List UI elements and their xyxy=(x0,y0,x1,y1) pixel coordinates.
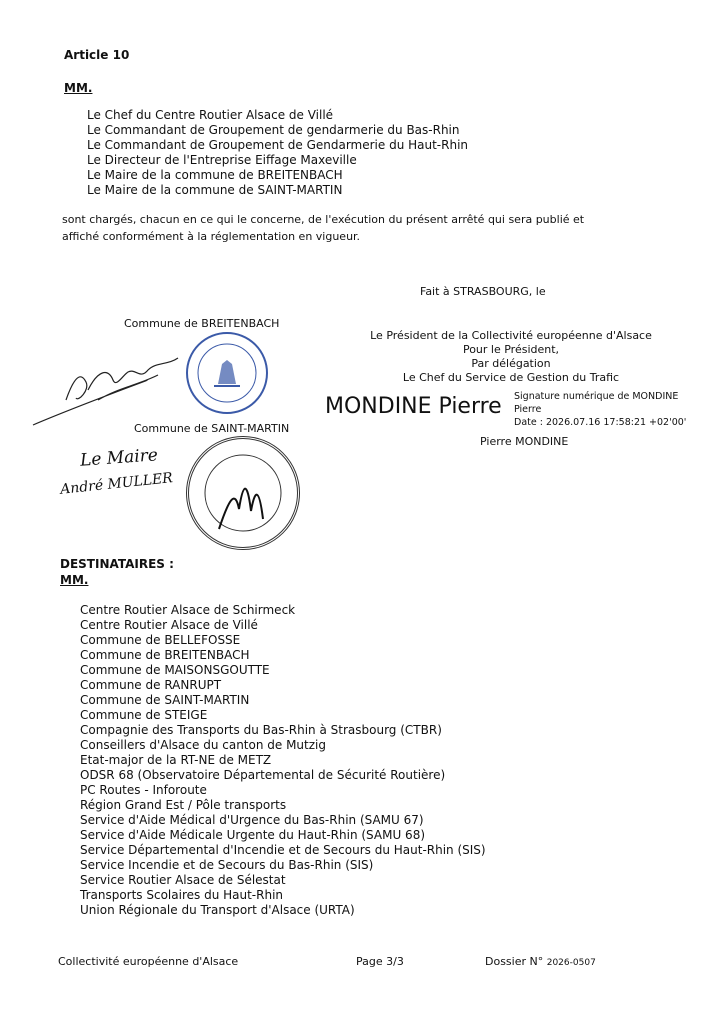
destinataires-list xyxy=(80,603,486,918)
execution-paragraph xyxy=(62,211,584,245)
charged-item: Le Maire de la commune de BREITENBACH xyxy=(87,168,343,182)
destinataire-item: Service Départemental d'Incendie et de Secours du Haut-Rhin (SIS) xyxy=(80,843,486,857)
footer-dossier-number: 2026-0507 xyxy=(546,958,596,968)
article-title: Article 10 xyxy=(64,48,130,62)
article-salutation: MM. xyxy=(64,81,93,95)
destinataire-item: Service d'Aide Médicale Urgente du Haut-Rhin (SAMU 68) xyxy=(80,828,426,842)
digital-signature-line: Pierre xyxy=(514,404,542,415)
charged-item: Le Maire de la commune de SAINT-MARTIN xyxy=(87,183,343,197)
saint-martin-stamp xyxy=(186,436,300,550)
president-block xyxy=(370,329,652,385)
destinataire-item: Commune de BELLEFOSSE xyxy=(80,633,241,647)
digital-signature-line: Signature numérique de MONDINE xyxy=(514,391,679,402)
footer-dossier xyxy=(485,955,596,968)
destinataire-item: Commune de RANRUPT xyxy=(80,678,222,692)
destinataire-item: Centre Routier Alsace de Schirmeck xyxy=(80,603,296,617)
destinataire-item: Région Grand Est / Pôle transports xyxy=(80,798,287,812)
handwritten-mayor: Le Maire xyxy=(79,445,159,471)
charged-list xyxy=(87,108,468,198)
destinataire-item: ODSR 68 (Observatoire Départemental de Sécurité Routière) xyxy=(80,768,446,782)
commune-saint-martin-label: Commune de SAINT-MARTIN xyxy=(134,422,290,435)
destinataire-item: Service Routier Alsace de Sélestat xyxy=(80,873,286,887)
digital-signature-line: Date : 2026.07.16 17:58:21 +02'00' xyxy=(514,417,687,428)
charged-item: Le Commandant de Groupement de gendarmerie du Bas-Rhin xyxy=(87,123,460,137)
charged-item: Le Chef du Centre Routier Alsace de Villé xyxy=(87,108,334,122)
commune-breitenbach-label: Commune de BREITENBACH xyxy=(124,317,280,330)
president-line: Pour le Président, xyxy=(462,343,560,356)
destinataire-item: Union Régionale du Transport d'Alsace (URTA) xyxy=(80,903,355,917)
destinataires-title: DESTINATAIRES : xyxy=(60,557,174,571)
destinataire-item: Commune de MAISONSGOUTTE xyxy=(80,663,270,677)
charged-item: Le Directeur de l'Entreprise Eiffage Maxeville xyxy=(87,153,357,167)
destinataire-item: PC Routes - Inforoute xyxy=(80,783,207,797)
footer-page: Page 3/3 xyxy=(356,955,404,968)
president-line: Le Président de la Collectivité européenne d'Alsace xyxy=(370,329,652,342)
destinataire-item: Commune de SAINT-MARTIN xyxy=(80,693,250,707)
destinataire-item: Centre Routier Alsace de Villé xyxy=(80,618,258,632)
destinataire-item: Service Incendie et de Secours du Bas-Rhin (SIS) xyxy=(80,858,374,872)
signer-big-name: MONDINE Pierre xyxy=(325,394,502,419)
footer-dossier-label: Dossier N° xyxy=(485,955,544,968)
saint-martin-stamp-graphic xyxy=(189,439,297,547)
president-line: Par délégation xyxy=(471,357,551,370)
signer-name: Pierre MONDINE xyxy=(480,435,569,448)
destinataire-item: Conseillers d'Alsace du canton de Mutzig xyxy=(80,738,326,752)
digital-signature-details xyxy=(514,390,686,429)
destinataire-item: Commune de STEIGE xyxy=(80,708,208,722)
footer-organization: Collectivité européenne d'Alsace xyxy=(58,955,239,968)
breitenbach-stamp-graphic xyxy=(188,334,266,412)
destinataire-item: Service d'Aide Médical d'Urgence du Bas-Rhin (SAMU 67) xyxy=(80,813,424,827)
destinataires-salutation: MM. xyxy=(60,573,89,587)
charged-item: Le Commandant de Groupement de Gendarmerie du Haut-Rhin xyxy=(87,138,469,152)
destinataire-item: Etat-major de la RT-NE de METZ xyxy=(80,753,272,767)
handwritten-mayor-name: André MULLER xyxy=(59,470,174,498)
destinataire-item: Commune de BREITENBACH xyxy=(80,648,250,662)
destinataire-item: Transports Scolaires du Haut-Rhin xyxy=(80,888,284,902)
execution-line: sont chargés, chacun en ce qui le concerne, de l'exécution du présent arrêté qui sera publié et xyxy=(62,213,585,226)
president-line: Le Chef du Service de Gestion du Trafic xyxy=(402,371,620,384)
execution-line: affiché conformément à la réglementation en vigueur. xyxy=(62,230,361,243)
breitenbach-stamp xyxy=(186,332,268,414)
destinataire-item: Compagnie des Transports du Bas-Rhin à Strasbourg (CTBR) xyxy=(80,723,442,737)
place-date: Fait à STRASBOURG, le xyxy=(420,285,546,298)
